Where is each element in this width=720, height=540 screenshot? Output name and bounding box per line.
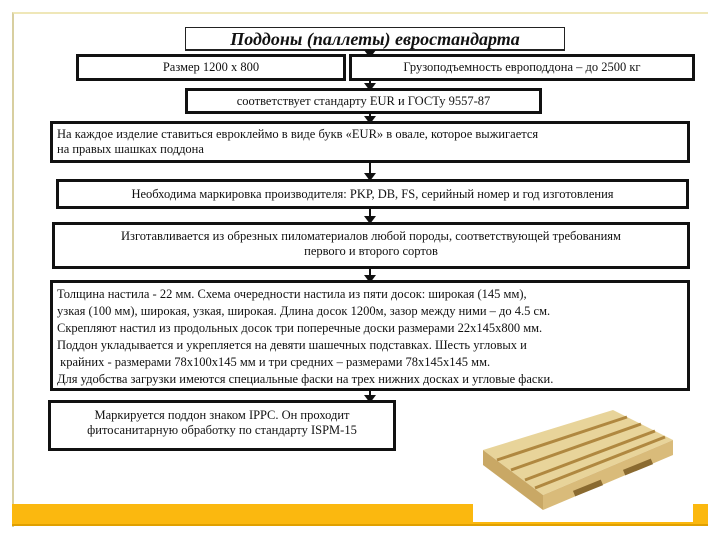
construction-line: Для удобства загрузки имеются специальные фаски на трех нижних досках и угловые фаски. <box>57 372 554 386</box>
ippc-box <box>48 400 396 451</box>
manufacturer-mark-text: Необходима маркировка производителя: PKP, DB, FS, серийный номер и год изготовления <box>131 186 614 201</box>
construction-line: узкая (100 мм), широкая, узкая, широкая. Длина досок 1200м, зазор между ними – до 4.5 см. <box>57 304 551 318</box>
construction-line: Толщина настила - 22 мм. Схема очередности настила из пяти досок: широкая (145 мм), <box>57 287 527 301</box>
eur-mark-line: На каждое изделие ставиться евроклеймо в виде букв «EUR» в овале, которое выжигается <box>57 127 539 141</box>
ippc-line: Маркируется поддон знаком IPPC. Он проходит <box>94 408 350 422</box>
eur-mark-line: на правых шашках поддона <box>57 142 204 156</box>
pallet-illustration <box>473 400 693 522</box>
arrow <box>369 163 371 179</box>
manufacturer-mark-box <box>56 179 689 209</box>
construction-line: Поддон укладывается и укрепляется на девяти шашечных подставках. Шесть угловых и <box>57 338 527 352</box>
construction-line: Скрепляют настил из продольных досок три поперечные доски размерами 22х145х800 мм. <box>57 321 543 335</box>
material-box <box>52 222 690 269</box>
construction-line: крайних - размерами 78х100х145 мм и три средних – размерами 78х145х145 мм. <box>57 355 491 369</box>
material-line: Изготавливается из обрезных пиломатериалов любой породы, соответствующей требованиям <box>121 229 621 243</box>
eur-mark-box <box>50 121 690 163</box>
material-line: первого и второго сортов <box>304 244 438 258</box>
capacity-text: Грузоподъемность европоддона – до 2500 кг <box>403 60 641 74</box>
ippc-line: фитосанитарную обработку по стандарту ISPM-15 <box>87 423 357 437</box>
pallet-image <box>473 400 693 522</box>
capacity-box <box>349 54 695 81</box>
standard-text: соответствует стандарту EUR и ГОСТу 9557-87 <box>236 93 491 108</box>
arrow <box>369 209 371 222</box>
size-text: Размер 1200 х 800 <box>162 60 260 74</box>
standard-box <box>185 88 542 114</box>
construction-box <box>50 280 690 391</box>
page-title: Поддоны (паллеты) евростандарта <box>185 27 565 51</box>
size-box <box>76 54 346 81</box>
